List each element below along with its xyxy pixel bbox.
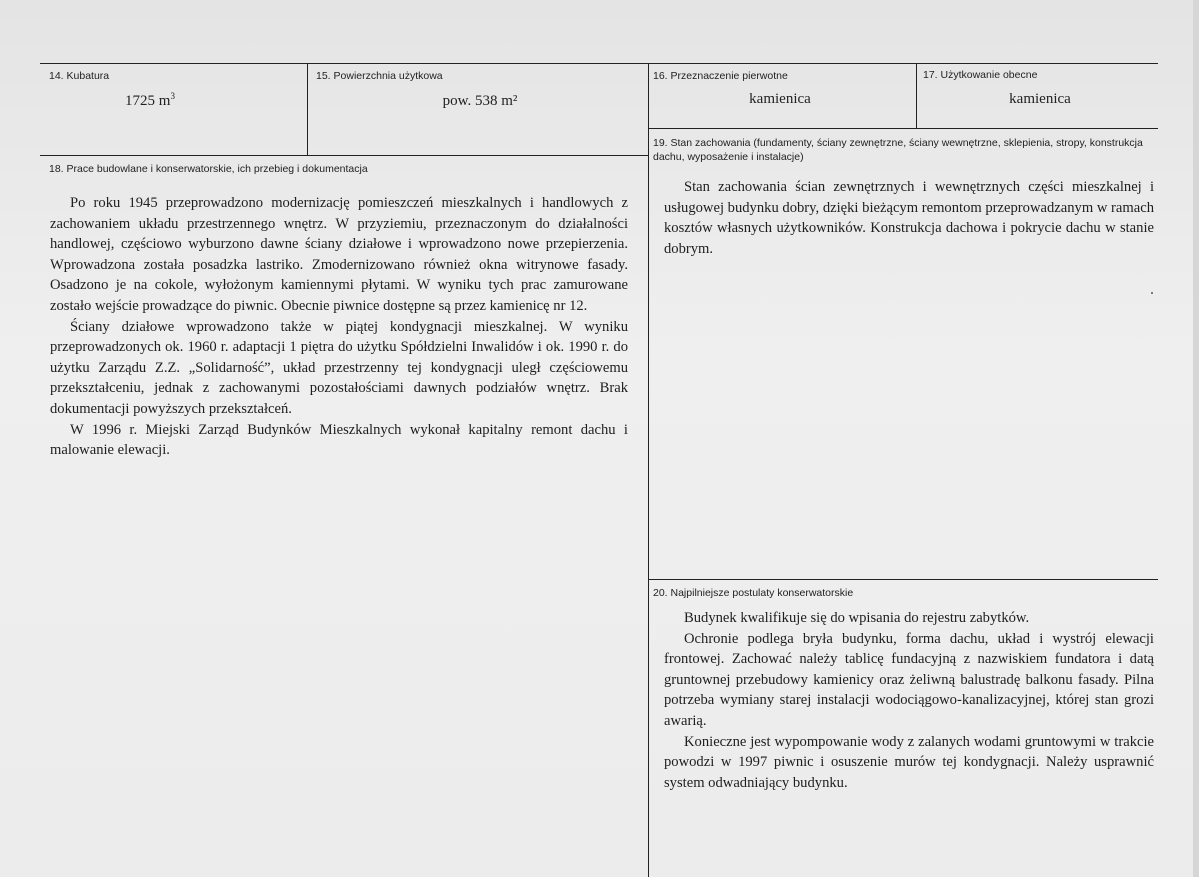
field-18-paragraph: W 1996 r. Miejski Zarząd Budynków Mieszkalnych wykonał kapitalny remont dachu i malowanie elewacji. bbox=[50, 421, 628, 459]
divider-14-15 bbox=[307, 63, 308, 155]
scan-speck bbox=[1151, 292, 1153, 294]
field-18-paragraph: Po roku 1945 przeprowadzono modernizację pomieszczeń mieszkalnych i handlowych z zachowaniem układu przestrzennego wnętrz. W przyziemiu, przeznaczonym do działalności handlowej, częściowo wyburzono dawne ściany działowe i wprowadzono nowe przepierzenia. Wprowadzona została posadzka lastriko. Zmodernizowano również okna witrynowe fasady. Osadzono je na cokole, wyłożonym kamiennymi płytami. W wyniku tych prac zamurowane zostało wejście prowadzące do piwnic. Obecnie piwnice dostępne są przez kamienicę nr 12. bbox=[50, 195, 628, 314]
field-20-paragraph: Ochronie podlega bryła budynku, forma dachu, układ i wystrój elewacji frontowej. Zachować należy tablicę fundacyjną z nazwiskiem fundatora i datą gruntownej przebudowy kamienicy oraz żeliwną balustradę balkonu fasady. Pilna potrzeba wymiany starej instalacji wodociągowo-kanalizacyjnej, której stan grozi awarią. bbox=[664, 630, 1154, 729]
field-18-paragraph: Ściany działowe wprowadzono także w piątej kondygnacji mieszkalnej. W wyniku przeprowadzonych ok. 1960 r. adaptacji 1 piętra do użytku Spółdzielni Inwalidów i ok. 1990 r. do użytku Zarządu Z.Z. „Solidarność”, układ przestrzenny tej kondygnacji uległ częściowemu przekształceniu, jednak z zachowanymi pozostałościami dawnych podziałów wnętrz. Brak dokumentacji powyższych przekształceń. bbox=[50, 318, 628, 417]
field-18-label: 18. Prace budowlane i konserwatorskie, ich przebieg i dokumentacja bbox=[49, 163, 368, 175]
rule-20-top bbox=[648, 579, 1158, 580]
field-19-paragraph: Stan zachowania ścian zewnętrznych i wewnętrznych części mieszkalnej i usługowej budynku dobry, dzięki bieżącym remontom przeprowadzanym w ramach kosztów własnych użytkowników. Konstrukcja dachowa i pokrycie dachu w stanie dobrym. bbox=[664, 179, 1154, 257]
field-15-value: pow. 538 m² bbox=[442, 93, 518, 109]
divider-16-17 bbox=[916, 63, 917, 128]
divider-main bbox=[648, 63, 649, 877]
field-14-label: 14. Kubatura bbox=[49, 70, 110, 82]
field-19-text bbox=[664, 177, 1154, 259]
field-14-value bbox=[100, 91, 200, 110]
rule-18-top bbox=[40, 155, 648, 156]
page-edge bbox=[1193, 0, 1199, 877]
field-20-paragraph: Budynek kwalifikuje się do wpisania do rejestru zabytków. bbox=[684, 610, 1030, 626]
rule-19-top bbox=[648, 128, 1158, 129]
field-18-text bbox=[50, 193, 628, 461]
top-rule bbox=[40, 63, 1158, 64]
field-19-label: 19. Stan zachowania (fundamenty, ściany zewnętrzne, ściany wewnętrzne, sklepienia, stropy, konstrukcja dachu, wyposażenie i instalacje) bbox=[653, 137, 1143, 163]
field-17-value: kamienica bbox=[1009, 91, 1071, 107]
field-16-label: 16. Przeznaczenie pierwotne bbox=[653, 70, 788, 82]
field-15-label: 15. Powierzchnia użytkowa bbox=[316, 70, 443, 82]
field-17-label: 17. Użytkowanie obecne bbox=[923, 69, 1038, 81]
field-14-value-sup: 3 bbox=[170, 91, 175, 101]
field-20-paragraph: Konieczne jest wypompowanie wody z zalanych wodami gruntowymi w trakcie powodzi w 1997 piwnic i osuszenie murów tej kondygnacji. Należy usprawnić system odwadniający budynku. bbox=[664, 733, 1154, 791]
field-20-label: 20. Najpilniejsze postulaty konserwatorskie bbox=[653, 587, 854, 599]
field-14-value-text: 1725 m bbox=[125, 93, 171, 109]
field-16-value: kamienica bbox=[749, 91, 811, 107]
field-20-text bbox=[664, 608, 1154, 793]
